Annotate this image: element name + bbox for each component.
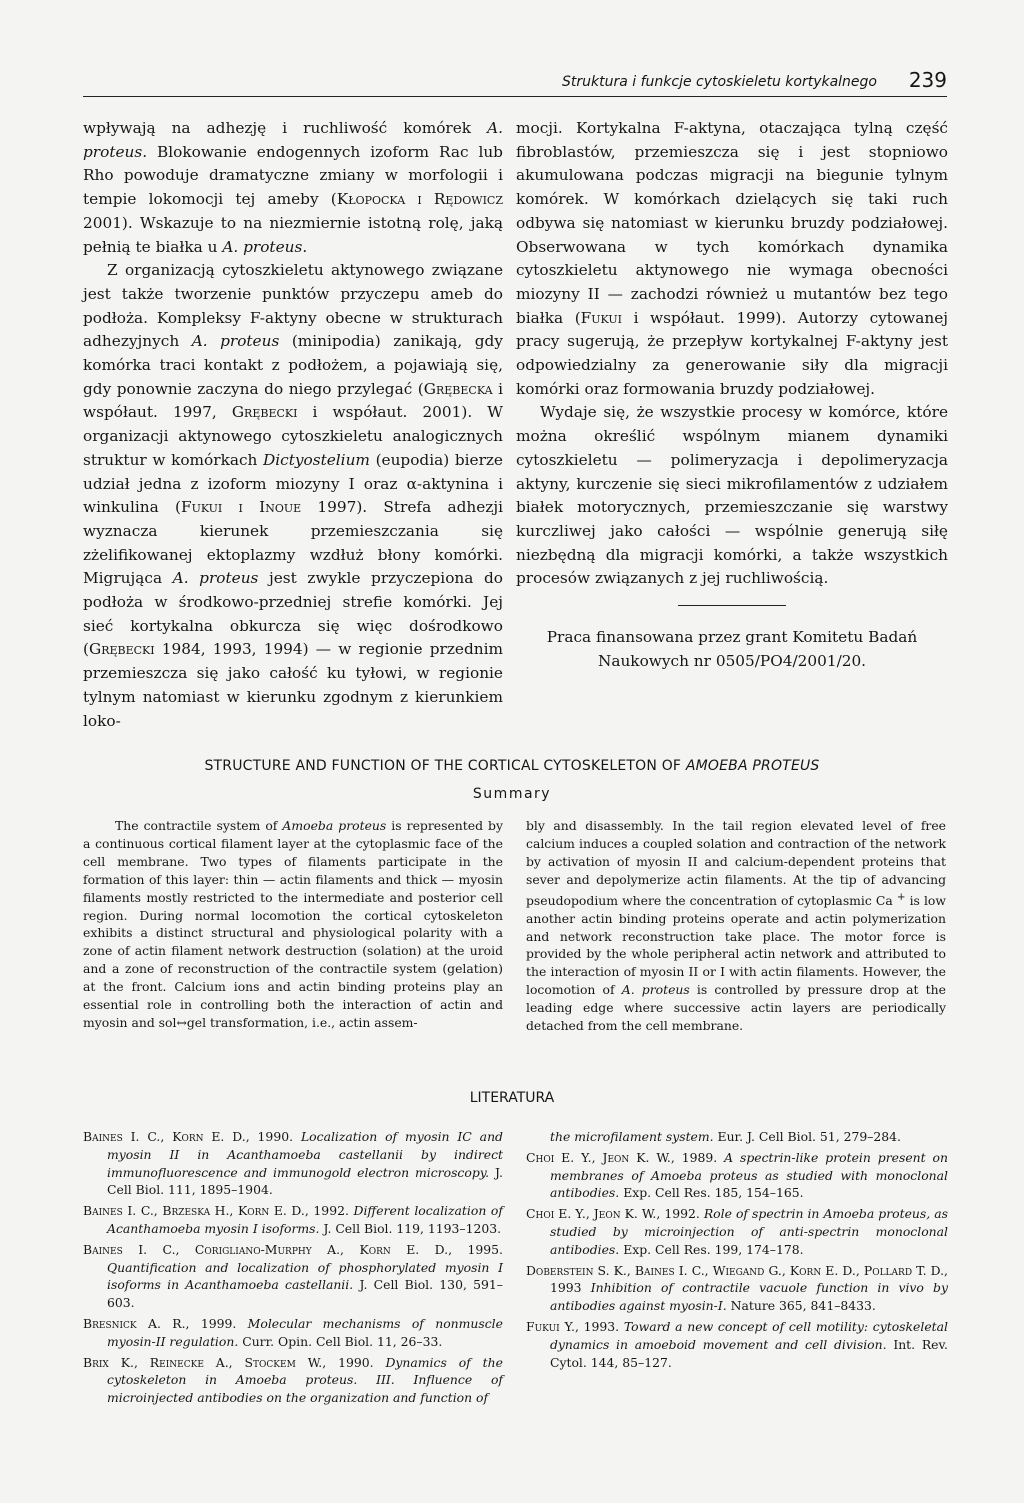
reference-item: Brix K., Reinecke A., Stockem W., 1990. Dynamics of the cytoskeleton in Amoeba proteus. III. Influence of microinjected antibodies on the organization and function of bbox=[83, 1354, 503, 1406]
reference-item: Fukui Y., 1993. Toward a new concept of cell motility: cytoskeletal dynamics in amoeboid movement and cell division. Int. Rev. Cytol. 144, 85–127. bbox=[526, 1318, 948, 1370]
paragraph: mocji. Kortykalna F-aktyna, otaczająca tylną część fibroblastów, przemieszcza się i jest stopniowo akumulowana podczas migracji na biegunie tylnym komórek. W komórkach dzielących się taki ruch odbywa się natomiast w kierunku bruzdy podziałowej. Obserwowana w tych komórkach dynamika cytoszkieletu aktynowego nie wymaga obecności miozyny II — zachodzi również u mutantów bez tego białka (Fukui i współaut. 1999). Autorzy cytowanej pracy sugerują, że przepływ kortykalnej F-aktyny jest odpowiedzialny za generowanie siły dla migracji komórki oraz formowania bruzdy podziałowej. bbox=[516, 119, 948, 398]
body-column-left bbox=[83, 117, 503, 733]
summary-subtitle: Summary bbox=[472, 786, 552, 802]
summary-column-left: The contractile system of Amoeba proteus is represented by a continuous cortical filament layer at the cytoplasmic face of the cell membrane. Two types of filaments participate in the formation of this layer: thin — actin filaments and thick — myosin filaments mostly restricted to the intermediate and posterior cell region. During normal locomotion the cortical cytoskeleton exhibits a distinct structural and physiological polarity with a zone of actin filament network destruction (solation) at the uroid and a zone of reconstruction of the contractile system (gelation) at the front. Calcium ions and actin binding proteins play an essential role in controlling both the interaction of actin and myosin and sol↔gel transformation, i.e., actin assem- bbox=[83, 818, 503, 1030]
literature-heading: LITERATURA bbox=[469, 1090, 555, 1106]
reference-item: Choi E. Y., Jeon K. W., 1989. A spectrin-like protein present on membranes of Amoeba proteus as studied with monoclonal antibodies. Exp. Cell Res. 185, 154–165. bbox=[526, 1149, 948, 1201]
reference-item: Baines I. C., Corigliano-Murphy A., Korn E. D., 1995. Quantification and localization of phosphorylated myosin I isoforms in Acanthamoeba castellanii. J. Cell Biol. 130, 591–603. bbox=[83, 1241, 503, 1311]
paragraph: Z organizacją cytoszkieletu aktynowego związane jest także tworzenie punktów przyczepu ameb do podłoża. Kompleksy F-aktyny obecne w strukturach adhezyjnych A. proteus (minipodia) zanikają, gdy komórka traci kontakt z podłożem, a pojawiają się, gdy ponownie zaczyna do niego przylegać (Grębecka i współaut. 1997, Grębecki i współaut. 2001). W organizacji aktynowego cytoszkieletu analogicznych struktur w komórkach Dictyostelium (eupodia) bierze udział jedna z izoform miozyny I oraz α-aktynina i winkulina (Fukui i Inoue 1997). Strefa adhezji wyznacza kierunek przemieszczania się zżelifikowanej ektoplazmy wzdłuż błony komórki. Migrująca A. proteus jest zwykle przyczepiona do podłoża w środkowo-przedniej strefie komórki. Jej sieć kortykalna obkurcza się więc dośrodkowo (Grębecki 1984, 1993, 1994) — w regionie przednim przemieszcza się jako całość ku tyłowi, w regionie tylnym natomiast w kierunku zgodnym z kierunkiem loko- bbox=[83, 261, 504, 730]
paragraph: wpływają na adhezję i ruchliwość komórek A. proteus. Blokowanie endogennych izoform Rac lub Rho powoduje dramatyczne zmiany w morfologii i tempie lokomocji tej ameby (Kłopocka i Rędowicz 2001). Wskazuje to na niezmiernie istotną rolę, jaką pełnią te białka u A. proteus. bbox=[83, 119, 503, 256]
reference-item: Bresnick A. R., 1999. Molecular mechanisms of nonmuscle myosin-II regulation. Curr. Opin. Cell Biol. 11, 26–33. bbox=[83, 1315, 503, 1349]
running-header bbox=[83, 70, 947, 97]
body-column-right bbox=[516, 117, 948, 673]
summary-column-right: bly and disassembly. In the tail region elevated level of free calcium induces a coupled solation and contraction of the network by activation of myosin II and calcium-dependent proteins that sever and depolymerize actin filaments. At the tip of advancing pseudopodium where the concentration of cytoplasmic Ca + is low another actin binding proteins operate and actin polymerization and network reconstruction take place. The motor force is provided by the whole peripheral actin network and attributed to the interaction of myosin II or I with actin filaments. However, the locomotion of A. proteus is controlled by pressure drop at the leading edge where successive actin layers are periodically detached from the cell membrane. bbox=[526, 818, 946, 1034]
reference-item: Baines I. C., Korn E. D., 1990. Localization of myosin IC and myosin II in Acanthamoeba castellanii by indirect immunofluorescence and immunogold electron microscopy. J. Cell Biol. 111, 1895–1904. bbox=[83, 1129, 503, 1198]
references-left bbox=[83, 1128, 503, 1410]
running-title: Struktura i funkcje cytoskieletu kortykalnego bbox=[561, 74, 877, 90]
reference-item: Choi E. Y., Jeon K. W., 1992. Role of spectrin in Amoeba proteus, as studied by microinjection of anti-spectrin monoclonal antibodies. Exp. Cell Res. 199, 174–178. bbox=[526, 1206, 948, 1257]
acknowledgement: Praca finansowana przez grant Komitetu Badań Naukowych nr 0505/PO4/2001/20. bbox=[546, 628, 918, 670]
reference-continuation: the microfilament system. Eur. J. Cell Biol. 51, 279–284. bbox=[550, 1129, 901, 1144]
paragraph: Wydaje się, że wszystkie procesy w komórce, które można określić wspólnym mianem dynamiki cytoszkieletu — polimeryzacja i depolimeryzacja aktyny, kurczenie się sieci mikrofilamentów z udziałem białek motorycznych, przemieszczanie się warstwy kurczliwej jako całości — wspólnie generują siłę niezbędną dla migracji komórki, a także wszystkich procesów związanych z jej ruchliwością. bbox=[516, 403, 948, 588]
references-right bbox=[526, 1128, 948, 1374]
summary-title: STRUCTURE AND FUNCTION OF THE CORTICAL CYTOSKELETON OF AMOEBA PROTEUS bbox=[204, 758, 820, 774]
reference-item: Doberstein S. K., Baines I. C., Wiegand G., Korn E. D., Pollard T. D., 1993 Inhibition of contractile vacuole function in vivo by antibodies against myosin-I. Nature 365, 841–8433. bbox=[526, 1262, 948, 1314]
reference-item: Baines I. C., Brzeska H., Korn E. D., 1992. Different localization of Acanthamoeba myosin I isoforms. J. Cell Biol. 119, 1193–1203. bbox=[83, 1203, 503, 1236]
separator-rule bbox=[678, 605, 786, 606]
page-number: 239 bbox=[908, 68, 947, 92]
